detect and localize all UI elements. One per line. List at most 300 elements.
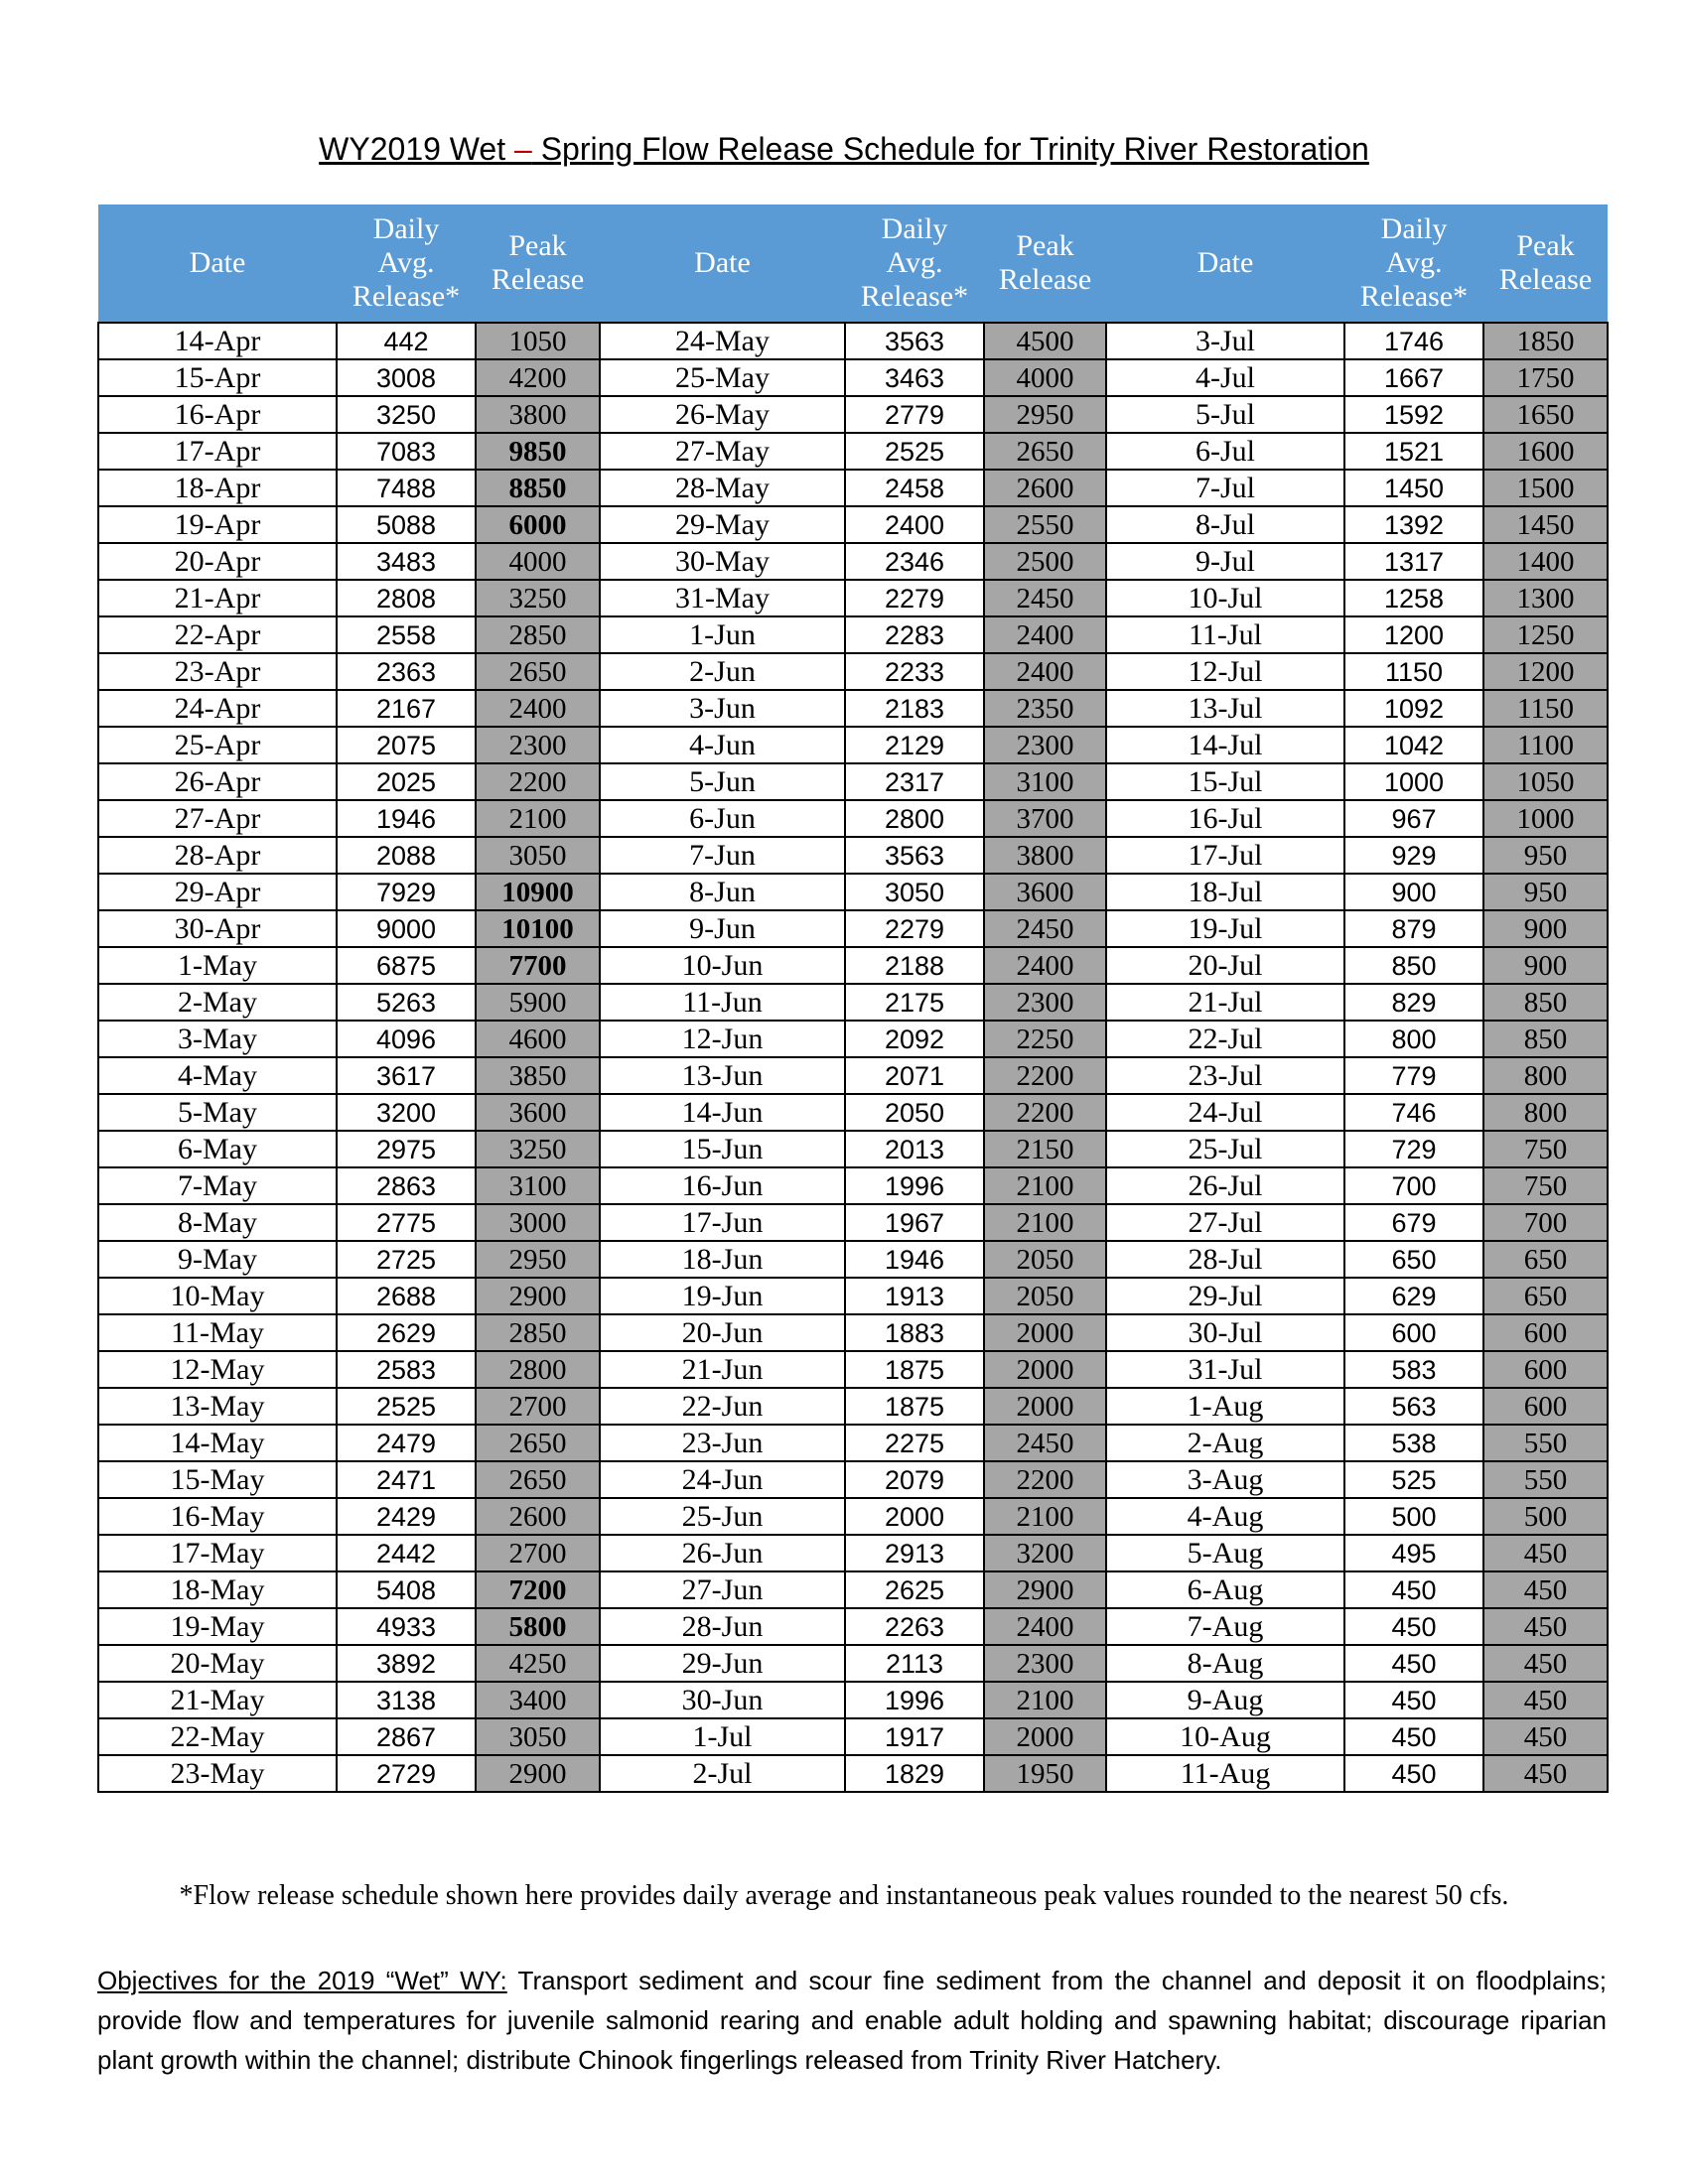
header-daily-avg-line: Daily (372, 212, 440, 245)
daily-avg-cell: 1829 (845, 1755, 984, 1792)
peak-release-cell: 450 (1483, 1571, 1608, 1608)
daily-avg-cell: 1746 (1344, 323, 1483, 359)
date-cell: 10-May (98, 1278, 337, 1314)
peak-release-cell: 2650 (476, 653, 600, 690)
table-row (98, 1278, 1608, 1314)
daily-avg-cell: 1917 (845, 1718, 984, 1755)
peak-release-cell: 10100 (476, 910, 600, 947)
peak-release-cell: 450 (1483, 1535, 1608, 1571)
peak-release-cell: 8850 (476, 470, 600, 506)
table-row (98, 580, 1608, 616)
peak-release-cell: 900 (1483, 910, 1608, 947)
date-cell: 19-Jul (1106, 910, 1344, 947)
peak-release-cell: 4250 (476, 1645, 600, 1682)
daily-avg-cell: 729 (1344, 1131, 1483, 1167)
peak-release-cell: 450 (1483, 1755, 1608, 1792)
daily-avg-cell: 2458 (845, 470, 984, 506)
daily-avg-cell: 1946 (337, 800, 476, 837)
daily-avg-cell: 1092 (1344, 690, 1483, 727)
peak-release-cell: 2900 (476, 1278, 600, 1314)
daily-avg-cell: 2233 (845, 653, 984, 690)
date-cell: 18-Apr (98, 470, 337, 506)
peak-release-cell: 3250 (476, 580, 600, 616)
daily-avg-cell: 2479 (337, 1425, 476, 1461)
peak-release-cell: 2200 (984, 1461, 1106, 1498)
table-row (98, 910, 1608, 947)
date-cell: 22-May (98, 1718, 337, 1755)
daily-avg-cell: 2625 (845, 1571, 984, 1608)
table-row (98, 1535, 1608, 1571)
header-date: Date (98, 205, 337, 323)
daily-avg-cell: 2279 (845, 910, 984, 947)
daily-avg-cell: 442 (337, 323, 476, 359)
date-cell: 20-Jun (600, 1314, 845, 1351)
daily-avg-cell: 5088 (337, 506, 476, 543)
header-peak-release (476, 205, 600, 323)
date-cell: 24-Jul (1106, 1094, 1344, 1131)
date-cell: 28-Jun (600, 1608, 845, 1645)
peak-release-cell: 2050 (984, 1241, 1106, 1278)
date-cell: 7-Jun (600, 837, 845, 874)
daily-avg-cell: 2775 (337, 1204, 476, 1241)
daily-avg-cell: 2808 (337, 580, 476, 616)
date-cell: 1-Jun (600, 616, 845, 653)
date-cell: 28-Apr (98, 837, 337, 874)
date-cell: 6-Aug (1106, 1571, 1344, 1608)
peak-release-cell: 2300 (984, 727, 1106, 763)
peak-release-cell: 1650 (1483, 396, 1608, 433)
peak-release-cell: 4000 (984, 359, 1106, 396)
daily-avg-cell: 583 (1344, 1351, 1483, 1388)
daily-avg-cell: 3250 (337, 396, 476, 433)
date-cell: 30-Jul (1106, 1314, 1344, 1351)
peak-release-cell: 3000 (476, 1204, 600, 1241)
peak-release-cell: 500 (1483, 1498, 1608, 1535)
peak-release-cell: 1000 (1483, 800, 1608, 837)
daily-avg-cell: 538 (1344, 1425, 1483, 1461)
daily-avg-cell: 2050 (845, 1094, 984, 1131)
daily-avg-cell: 1967 (845, 1204, 984, 1241)
date-cell: 19-May (98, 1608, 337, 1645)
date-cell: 27-Jul (1106, 1204, 1344, 1241)
daily-avg-cell: 2400 (845, 506, 984, 543)
peak-release-cell: 4200 (476, 359, 600, 396)
table-row (98, 1021, 1608, 1057)
date-cell: 3-Jun (600, 690, 845, 727)
peak-release-cell: 3700 (984, 800, 1106, 837)
date-cell: 21-Apr (98, 580, 337, 616)
daily-avg-cell: 3563 (845, 323, 984, 359)
peak-release-cell: 1100 (1483, 727, 1608, 763)
date-cell: 21-Jul (1106, 984, 1344, 1021)
date-cell: 24-Apr (98, 690, 337, 727)
peak-release-cell: 850 (1483, 1021, 1608, 1057)
peak-release-cell: 750 (1483, 1167, 1608, 1204)
date-cell: 23-Jun (600, 1425, 845, 1461)
peak-release-cell: 3050 (476, 1718, 600, 1755)
daily-avg-cell: 800 (1344, 1021, 1483, 1057)
date-cell: 17-Jun (600, 1204, 845, 1241)
daily-avg-cell: 500 (1344, 1498, 1483, 1535)
peak-release-cell: 1200 (1483, 653, 1608, 690)
peak-release-cell: 2400 (984, 653, 1106, 690)
peak-release-cell: 800 (1483, 1057, 1608, 1094)
peak-release-cell: 2600 (476, 1498, 600, 1535)
date-cell: 7-Jul (1106, 470, 1344, 506)
daily-avg-cell: 6875 (337, 947, 476, 984)
daily-avg-cell: 2092 (845, 1021, 984, 1057)
daily-avg-cell: 2279 (845, 580, 984, 616)
date-cell: 15-May (98, 1461, 337, 1498)
daily-avg-cell: 1392 (1344, 506, 1483, 543)
daily-avg-cell: 650 (1344, 1241, 1483, 1278)
table-row (98, 984, 1608, 1021)
peak-release-cell: 950 (1483, 837, 1608, 874)
peak-release-cell: 700 (1483, 1204, 1608, 1241)
date-cell: 17-Apr (98, 433, 337, 470)
peak-release-cell: 3600 (984, 874, 1106, 910)
daily-avg-cell: 4933 (337, 1608, 476, 1645)
daily-avg-cell: 746 (1344, 1094, 1483, 1131)
daily-avg-cell: 929 (1344, 837, 1483, 874)
peak-release-cell: 4000 (476, 543, 600, 580)
date-cell: 13-Jul (1106, 690, 1344, 727)
peak-release-cell: 450 (1483, 1645, 1608, 1682)
daily-avg-cell: 2175 (845, 984, 984, 1021)
date-cell: 5-Jul (1106, 396, 1344, 433)
peak-release-cell: 600 (1483, 1314, 1608, 1351)
daily-avg-cell: 2283 (845, 616, 984, 653)
daily-avg-cell: 700 (1344, 1167, 1483, 1204)
date-cell: 26-Jun (600, 1535, 845, 1571)
date-cell: 27-May (600, 433, 845, 470)
daily-avg-cell: 7929 (337, 874, 476, 910)
peak-release-cell: 2650 (476, 1461, 600, 1498)
table-row (98, 947, 1608, 984)
date-cell: 11-Jul (1106, 616, 1344, 653)
daily-avg-cell: 1875 (845, 1388, 984, 1425)
table-row (98, 1682, 1608, 1718)
daily-avg-cell: 1150 (1344, 653, 1483, 690)
table-header-row (98, 205, 1608, 323)
daily-avg-cell: 9000 (337, 910, 476, 947)
peak-release-cell: 7200 (476, 1571, 600, 1608)
header-peak-line: Peak (1516, 229, 1575, 262)
date-cell: 5-Jun (600, 763, 845, 800)
date-cell: 14-Jul (1106, 727, 1344, 763)
daily-avg-cell: 2975 (337, 1131, 476, 1167)
header-peak-line: Release (998, 263, 1092, 296)
daily-avg-cell: 1258 (1344, 580, 1483, 616)
peak-release-cell: 3100 (476, 1167, 600, 1204)
peak-release-cell: 750 (1483, 1131, 1608, 1167)
daily-avg-cell: 450 (1344, 1608, 1483, 1645)
daily-avg-cell: 1000 (1344, 763, 1483, 800)
peak-release-cell: 1750 (1483, 359, 1608, 396)
date-cell: 30-Jun (600, 1682, 845, 1718)
daily-avg-cell: 967 (1344, 800, 1483, 837)
date-cell: 5-Aug (1106, 1535, 1344, 1571)
peak-release-cell: 2000 (984, 1718, 1106, 1755)
date-cell: 10-Jun (600, 947, 845, 984)
peak-release-cell: 3200 (984, 1535, 1106, 1571)
daily-avg-cell: 2188 (845, 947, 984, 984)
header-peak-line: Peak (1016, 229, 1074, 262)
date-cell: 25-Jun (600, 1498, 845, 1535)
date-cell: 1-Jul (600, 1718, 845, 1755)
peak-release-cell: 650 (1483, 1241, 1608, 1278)
date-cell: 7-May (98, 1167, 337, 1204)
date-cell: 15-Jul (1106, 763, 1344, 800)
footnote: *Flow release schedule shown here provides daily average and instantaneous peak values rounded to the nearest 50 cfs. (179, 1880, 1509, 1911)
header-peak-line: Release (1498, 263, 1593, 296)
peak-release-cell: 2400 (984, 616, 1106, 653)
daily-avg-cell: 2075 (337, 727, 476, 763)
peak-release-cell: 2650 (984, 433, 1106, 470)
daily-avg-cell: 3617 (337, 1057, 476, 1094)
peak-release-cell: 2300 (476, 727, 600, 763)
table-row (98, 874, 1608, 910)
date-cell: 8-Jul (1106, 506, 1344, 543)
peak-release-cell: 600 (1483, 1351, 1608, 1388)
table-row (98, 1351, 1608, 1388)
header-daily-avg-line: Release* (352, 280, 461, 313)
daily-avg-cell: 2471 (337, 1461, 476, 1498)
peak-release-cell: 2450 (984, 910, 1106, 947)
peak-release-cell: 2300 (984, 1645, 1106, 1682)
peak-release-cell: 3800 (476, 396, 600, 433)
table-row (98, 1204, 1608, 1241)
date-cell: 29-May (600, 506, 845, 543)
peak-release-cell: 550 (1483, 1461, 1608, 1498)
date-cell: 19-Apr (98, 506, 337, 543)
peak-release-cell: 2150 (984, 1131, 1106, 1167)
date-cell: 21-May (98, 1682, 337, 1718)
header-peak-release (1483, 205, 1608, 323)
peak-release-cell: 1050 (476, 323, 600, 359)
header-date: Date (1106, 205, 1344, 323)
daily-avg-cell: 2275 (845, 1425, 984, 1461)
daily-avg-cell: 2013 (845, 1131, 984, 1167)
peak-release-cell: 1250 (1483, 616, 1608, 653)
date-cell: 31-May (600, 580, 845, 616)
daily-avg-cell: 563 (1344, 1388, 1483, 1425)
daily-avg-cell: 1883 (845, 1314, 984, 1351)
peak-release-cell: 1300 (1483, 580, 1608, 616)
peak-release-cell: 2650 (476, 1425, 600, 1461)
peak-release-cell: 1600 (1483, 433, 1608, 470)
peak-release-cell: 1150 (1483, 690, 1608, 727)
daily-avg-cell: 2558 (337, 616, 476, 653)
date-cell: 16-May (98, 1498, 337, 1535)
date-cell: 1-May (98, 947, 337, 984)
daily-avg-cell: 3463 (845, 359, 984, 396)
table-row (98, 690, 1608, 727)
peak-release-cell: 600 (1483, 1388, 1608, 1425)
date-cell: 2-May (98, 984, 337, 1021)
table-row (98, 1094, 1608, 1131)
peak-release-cell: 550 (1483, 1425, 1608, 1461)
daily-avg-cell: 1913 (845, 1278, 984, 1314)
date-cell: 21-Jun (600, 1351, 845, 1388)
daily-avg-cell: 2000 (845, 1498, 984, 1535)
date-cell: 4-Jul (1106, 359, 1344, 396)
daily-avg-cell: 3892 (337, 1645, 476, 1682)
date-cell: 6-May (98, 1131, 337, 1167)
daily-avg-cell: 2317 (845, 763, 984, 800)
daily-avg-cell: 1521 (1344, 433, 1483, 470)
daily-avg-cell: 2629 (337, 1314, 476, 1351)
daily-avg-cell: 1317 (1344, 543, 1483, 580)
daily-avg-cell: 1042 (1344, 727, 1483, 763)
date-cell: 31-Jul (1106, 1351, 1344, 1388)
peak-release-cell: 2900 (476, 1755, 600, 1792)
date-cell: 28-May (600, 470, 845, 506)
date-cell: 14-May (98, 1425, 337, 1461)
peak-release-cell: 7700 (476, 947, 600, 984)
page-title (0, 131, 1688, 168)
date-cell: 8-May (98, 1204, 337, 1241)
title-part-1: WY2019 Wet (319, 131, 514, 167)
title-part-2: Spring Flow Release Schedule for Trinity River Restoration (531, 131, 1369, 167)
daily-avg-cell: 779 (1344, 1057, 1483, 1094)
daily-avg-cell: 2442 (337, 1535, 476, 1571)
date-cell: 29-Jun (600, 1645, 845, 1682)
table-row (98, 470, 1608, 506)
header-daily-avg-release (1344, 205, 1483, 323)
daily-avg-cell: 679 (1344, 1204, 1483, 1241)
peak-release-cell: 2850 (476, 616, 600, 653)
daily-avg-cell: 2129 (845, 727, 984, 763)
peak-release-cell: 2100 (984, 1167, 1106, 1204)
date-cell: 24-May (600, 323, 845, 359)
peak-release-cell: 2200 (984, 1094, 1106, 1131)
date-cell: 13-May (98, 1388, 337, 1425)
peak-release-cell: 2400 (984, 947, 1106, 984)
daily-avg-cell: 7488 (337, 470, 476, 506)
date-cell: 23-Apr (98, 653, 337, 690)
peak-release-cell: 2400 (476, 690, 600, 727)
release-schedule-table (97, 205, 1609, 1793)
date-cell: 24-Jun (600, 1461, 845, 1498)
date-cell: 10-Jul (1106, 580, 1344, 616)
date-cell: 16-Jun (600, 1167, 845, 1204)
peak-release-cell: 2600 (984, 470, 1106, 506)
date-cell: 16-Jul (1106, 800, 1344, 837)
table-row (98, 837, 1608, 874)
peak-release-cell: 1050 (1483, 763, 1608, 800)
header-daily-avg-release (337, 205, 476, 323)
daily-avg-cell: 2088 (337, 837, 476, 874)
peak-release-cell: 850 (1483, 984, 1608, 1021)
peak-release-cell: 2700 (476, 1388, 600, 1425)
peak-release-cell: 3050 (476, 837, 600, 874)
date-cell: 4-Aug (1106, 1498, 1344, 1535)
date-cell: 22-Apr (98, 616, 337, 653)
daily-avg-cell: 900 (1344, 874, 1483, 910)
date-cell: 18-May (98, 1571, 337, 1608)
date-cell: 29-Jul (1106, 1278, 1344, 1314)
table-row (98, 1608, 1608, 1645)
date-cell: 26-May (600, 396, 845, 433)
peak-release-cell: 3250 (476, 1131, 600, 1167)
date-cell: 9-Jun (600, 910, 845, 947)
daily-avg-cell: 1450 (1344, 470, 1483, 506)
daily-avg-cell: 5408 (337, 1571, 476, 1608)
date-cell: 3-Jul (1106, 323, 1344, 359)
peak-release-cell: 2100 (984, 1204, 1106, 1241)
peak-release-cell: 2350 (984, 690, 1106, 727)
date-cell: 12-Jun (600, 1021, 845, 1057)
header-daily-avg-line: Avg. (377, 246, 435, 279)
daily-avg-cell: 450 (1344, 1755, 1483, 1792)
peak-release-cell: 4500 (984, 323, 1106, 359)
date-cell: 12-Jul (1106, 653, 1344, 690)
date-cell: 18-Jun (600, 1241, 845, 1278)
daily-avg-cell: 2363 (337, 653, 476, 690)
table-row (98, 616, 1608, 653)
date-cell: 11-Jun (600, 984, 845, 1021)
peak-release-cell: 2050 (984, 1278, 1106, 1314)
table-row (98, 1057, 1608, 1094)
table-row (98, 1755, 1608, 1792)
daily-avg-cell: 1592 (1344, 396, 1483, 433)
date-cell: 20-Apr (98, 543, 337, 580)
date-cell: 8-Jun (600, 874, 845, 910)
table-row (98, 1645, 1608, 1682)
table-row (98, 543, 1608, 580)
header-daily-avg-line: Daily (1380, 212, 1448, 245)
title-dash: – (514, 131, 532, 167)
daily-avg-cell: 7083 (337, 433, 476, 470)
date-cell: 27-Apr (98, 800, 337, 837)
peak-release-cell: 2000 (984, 1388, 1106, 1425)
peak-release-cell: 2950 (984, 396, 1106, 433)
date-cell: 12-May (98, 1351, 337, 1388)
date-cell: 5-May (98, 1094, 337, 1131)
daily-avg-cell: 3050 (845, 874, 984, 910)
daily-avg-cell: 1996 (845, 1682, 984, 1718)
date-cell: 14-Jun (600, 1094, 845, 1131)
table-row (98, 763, 1608, 800)
peak-release-cell: 10900 (476, 874, 600, 910)
header-peak-line: Release (491, 263, 585, 296)
table-row (98, 396, 1608, 433)
date-cell: 11-May (98, 1314, 337, 1351)
daily-avg-cell: 525 (1344, 1461, 1483, 1498)
peak-release-cell: 2200 (476, 763, 600, 800)
table-row (98, 433, 1608, 470)
peak-release-cell: 1950 (984, 1755, 1106, 1792)
daily-avg-cell: 2113 (845, 1645, 984, 1682)
header-daily-avg-line: Release* (1359, 280, 1469, 313)
daily-avg-cell: 1200 (1344, 616, 1483, 653)
date-cell: 10-Aug (1106, 1718, 1344, 1755)
date-cell: 17-Jul (1106, 837, 1344, 874)
peak-release-cell: 1500 (1483, 470, 1608, 506)
header-peak-release (984, 205, 1106, 323)
daily-avg-cell: 2167 (337, 690, 476, 727)
table-row (98, 1131, 1608, 1167)
peak-release-cell: 2900 (984, 1571, 1106, 1608)
date-cell: 8-Aug (1106, 1645, 1344, 1682)
date-cell: 15-Jun (600, 1131, 845, 1167)
date-cell: 25-Jul (1106, 1131, 1344, 1167)
daily-avg-cell: 1996 (845, 1167, 984, 1204)
date-cell: 7-Aug (1106, 1608, 1344, 1645)
date-cell: 3-Aug (1106, 1461, 1344, 1498)
daily-avg-cell: 1875 (845, 1351, 984, 1388)
